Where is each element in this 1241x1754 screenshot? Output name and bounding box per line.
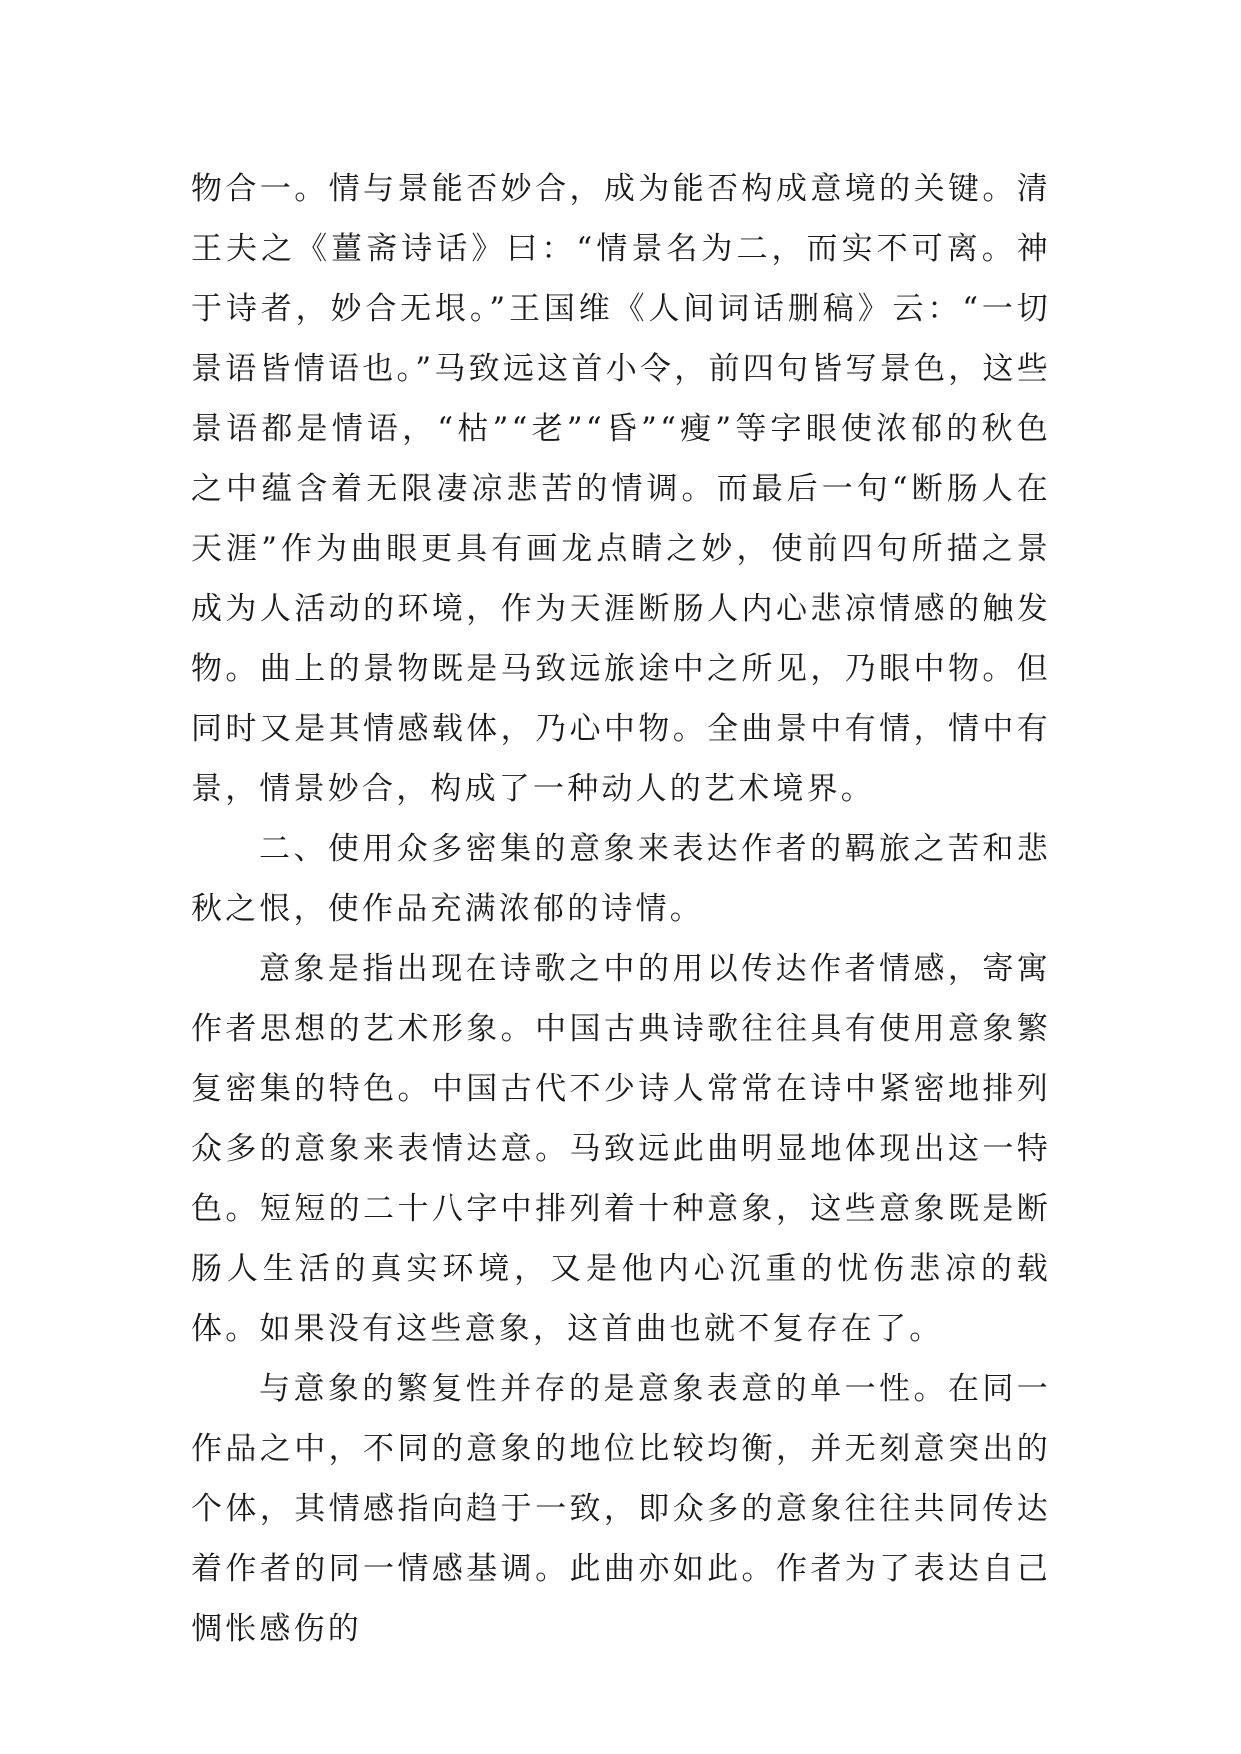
paragraph-imagery-definition: 意象是指出现在诗歌之中的用以传达作者情感，寄寓作者思想的艺术形象。中国古典诗歌往往具有使用意象繁复密集的特色。中国古代不少诗人常常在诗中紧密地排列众多的意象来表情达意。马致远此曲明显地体现出这一特色。短短的二十八字中排列着十种意象，这些意象既是断肠人生活的真实环境，又是他内心沉重的忧伤悲凉的载体。如果没有这些意象，这首曲也就不复存在了。 (191, 951, 1051, 1347)
paragraph-continued: 物合一。情与景能否妙合，成为能否构成意境的关键。清王夫之《薑斋诗话》曰：“情景名为二，而实不可离。神于诗者，妙合无垠。”王国维《人间词话删稿》云：“一切景语皆情语也。”马致远这首小令，前四句皆写景色，这些景语都是情语，“枯”“老”“昏”“瘦”等字眼使浓郁的秋色之中蕴含着无限凄凉悲苦的情调。而最后一句“断肠人在天涯”作为曲眼更具有画龙点睛之妙，使前四句所描之景成为人活动的环境，作为天涯断肠人内心悲凉情感的触发物。曲上的景物既是马致远旅途中之所见，乃眼中物。但同时又是其情感载体，乃心中物。全曲景中有情，情中有景，情景妙合，构成了一种动人的艺术境界。 (191, 171, 1051, 807)
paragraph-imagery-unity: 与意象的繁复性并存的是意象表意的单一性。在同一作品之中，不同的意象的地位比较均衡，并无刻意突出的个体，其情感指向趋于一致，即众多的意象往往共同传达着作者的同一情感基调。此曲亦如此。作者为了表达自己惆怅感伤的 (191, 1371, 1051, 1647)
document-body (191, 159, 1051, 1659)
paragraph-heading-two: 二、使用众多密集的意象来表达作者的羁旅之苦和悲秋之恨，使作品充满浓郁的诗情。 (191, 831, 1051, 927)
